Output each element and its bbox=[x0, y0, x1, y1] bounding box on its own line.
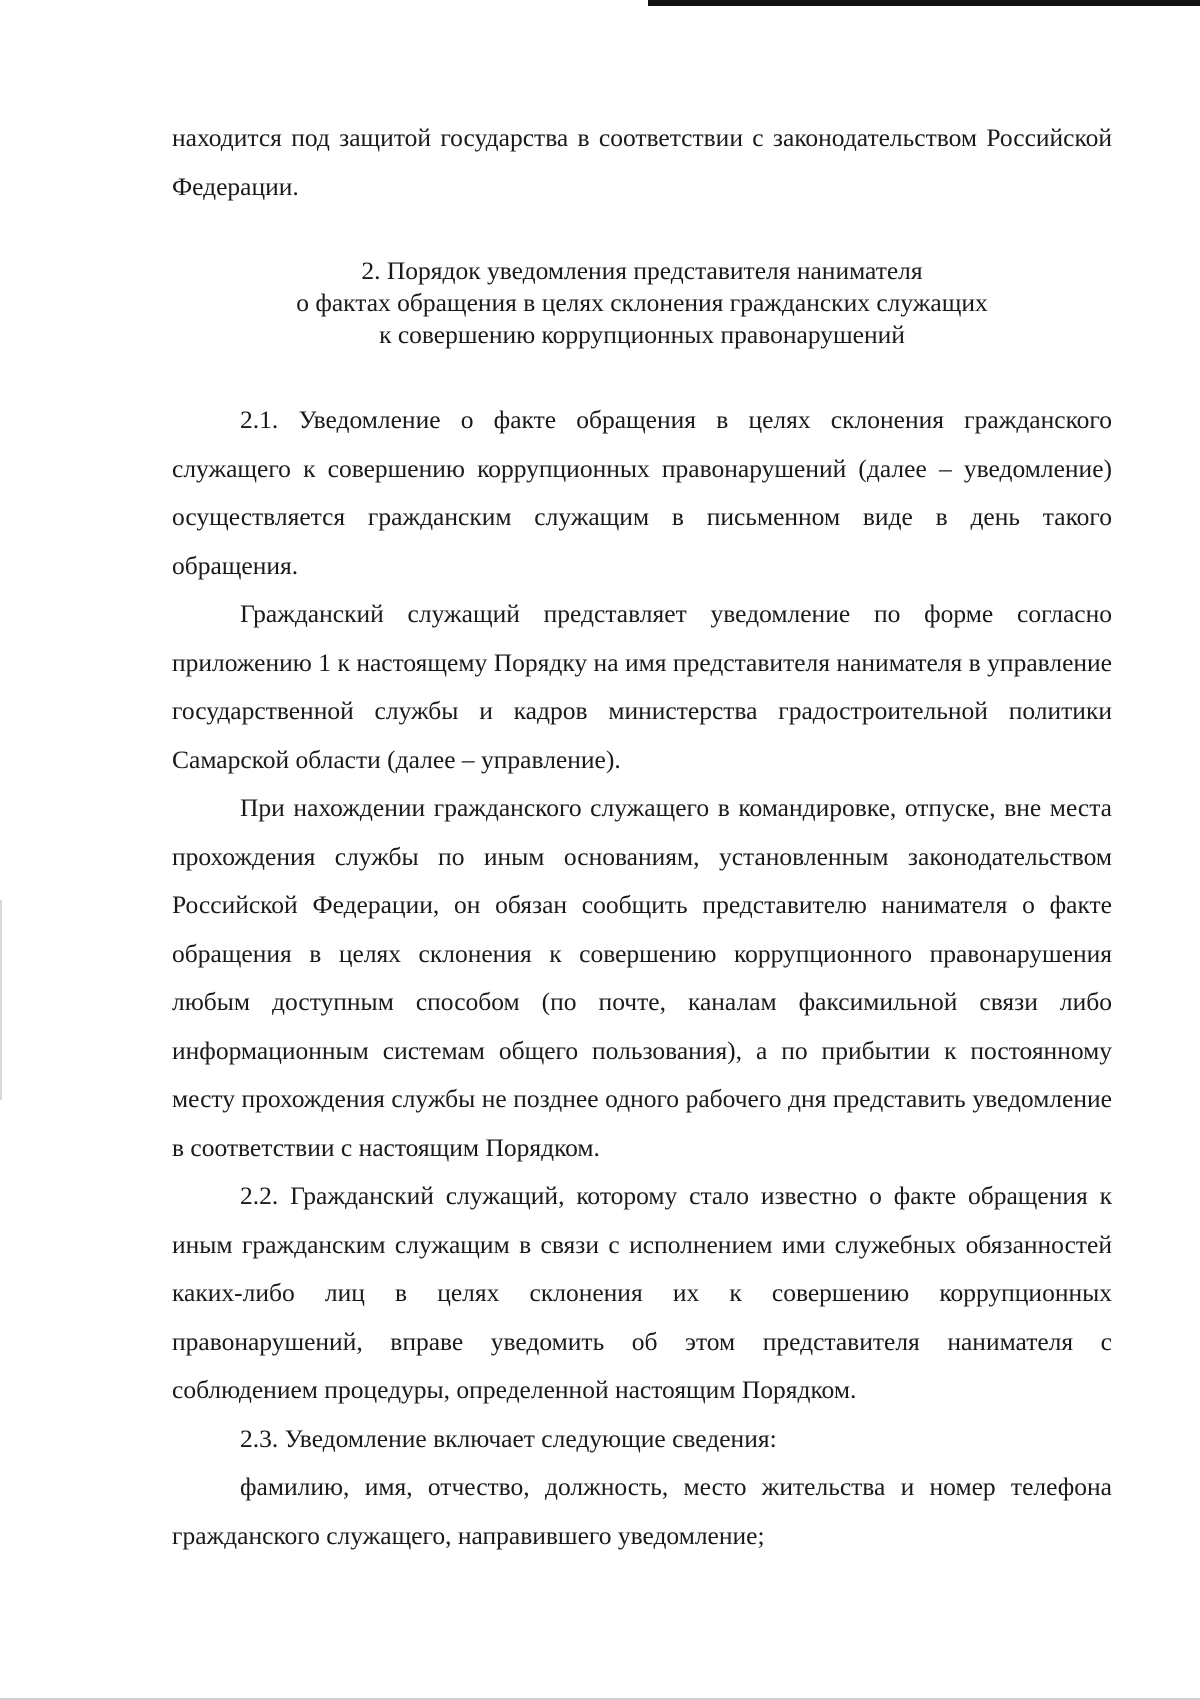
intro-paragraph: находится под защитой государства в соответствии с законодательством Российской Федерации. bbox=[172, 123, 1112, 201]
section-heading bbox=[172, 211, 1112, 396]
paragraph-2-2: 2.2. Гражданский служащий, которому стало известно о факте обращения к иным гражданским служащим в связи с исполнением ими служебных обязанностей каких-либо лиц в целях склонения их к совершению коррупционных правонарушений, вправе уведомить об этом представителя нанимателя с соблюдением процедуры, определенной настоящим Порядком. bbox=[172, 1181, 1112, 1404]
section-heading-line-2: о фактах обращения в целях склонения гражданских служащих bbox=[296, 288, 988, 317]
section-heading-line-1: 2. Порядок уведомления представителя нанимателя bbox=[361, 256, 923, 285]
scan-edge-left bbox=[0, 900, 2, 1100]
scan-edge-top bbox=[648, 0, 1200, 6]
paragraph-form-submission: Гражданский служащий представляет уведомление по форме согласно приложению 1 к настоящему Порядку на имя представителя нанимателя в управление государственной службы и кадров министерства градостроительной политики Самарской области (далее – управление). bbox=[172, 599, 1112, 774]
section-heading-line-3: к совершению коррупционных правонарушений bbox=[379, 320, 905, 349]
paragraph-personal-details: фамилию, имя, отчество, должность, место жительства и номер телефона гражданского служащего, направившего уведомление; bbox=[172, 1472, 1112, 1550]
paragraph-2-3: 2.3. Уведомление включает следующие сведения: bbox=[240, 1423, 777, 1453]
paragraph-2-1: 2.1. Уведомление о факте обращения в целях склонения гражданского служащего к совершению коррупционных правонарушений (далее – уведомление) осуществляется гражданским служащим в письменном виде в день такого обращения. bbox=[172, 405, 1112, 580]
paragraph-business-trip: При нахождении гражданского служащего в командировке, отпуске, вне места прохождения службы по иным основаниям, установленным законодательством Российской Федерации, он обязан сообщить представителю нанимателя о факте обращения в целях склонения к совершению коррупционного правонарушения любым доступным способом (по почте, каналам факсимильной связи либо информационным системам общего пользования), а по прибытии к постоянному месту прохождения службы не позднее одного рабочего дня представить уведомление в соответствии с настоящим Порядком. bbox=[172, 793, 1112, 1162]
document-page bbox=[172, 114, 1112, 1560]
